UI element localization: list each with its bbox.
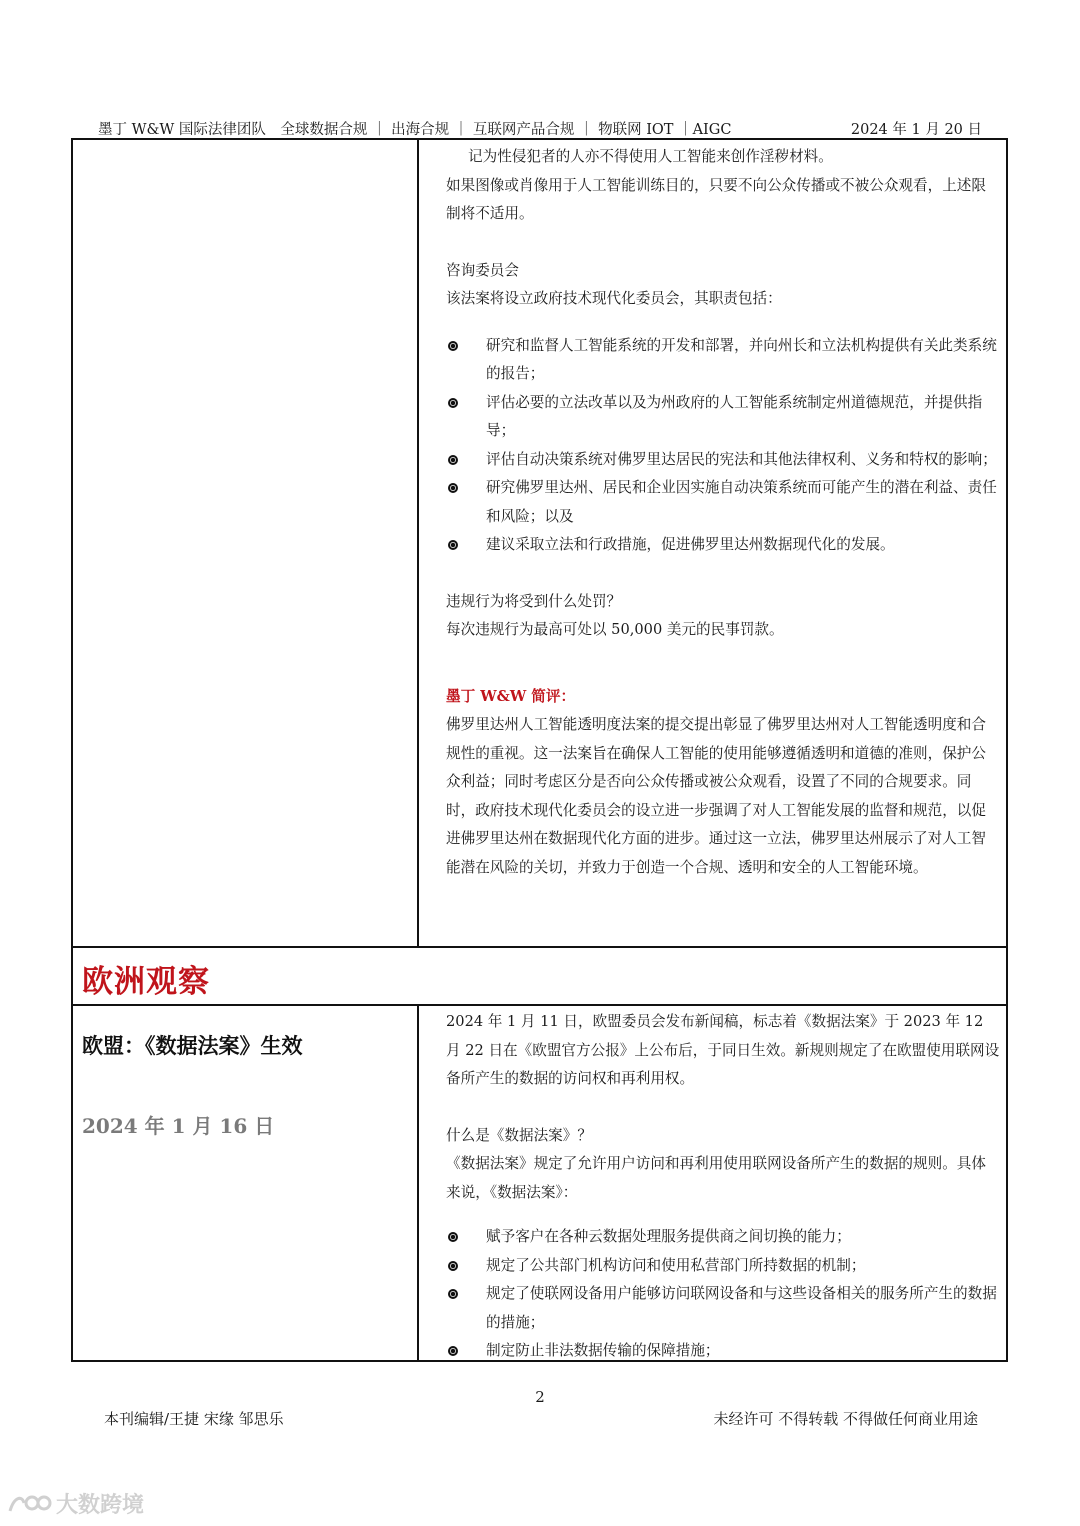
page-header [98,116,982,138]
list-item: 规定了公共部门机构访问和使用私营部门所持数据的机制； [446,1252,1000,1281]
section-title-europe: 欧洲观察 [82,964,210,1000]
penalty-text: 每次违规行为最高可处以 50,000 美元的民事罚款。 [446,621,784,638]
bullet-icon [448,1289,458,1299]
header-title: 墨丁 W&W 国际法律团队 全球数据合规 ｜ 出海合规 ｜ 互联网产品合规 ｜ 物联网 IOT ｜AIGC [98,122,732,138]
list-item: 评估自动决策系统对佛罗里达居民的宪法和其他法律权利、义务和特权的影响； [446,446,1000,475]
committee-intro: 该法案将设立政府技术现代化委员会，其职责包括： [446,290,782,307]
list-item: 规定了使联网设备用户能够访问联网设备和与这些设备相关的服务所产生的数据的措施； [446,1280,1000,1337]
header-date: 2024 年 1 月 20 日 [850,122,982,138]
table-column-divider-bottom [417,1004,419,1362]
bullet-icon [448,1232,458,1242]
list-item: 赋予客户在各种云数据处理服务提供商之间切换的能力； [446,1223,1000,1252]
europe-intro: 2024 年 1 月 11 日，欧盟委员会发布新闻稿，标志着《数据法案》于 2023 年 12 月 22 日在《欧盟官方公报》上公布后，于同日生效。新规则规定了在欧盟使用联网设备所产生的数据的访问权和再利用权。 [446,1013,1000,1087]
penalty-heading: 违规行为将受到什么处罚？ [446,592,622,610]
bullet-icon [448,398,458,408]
list-item: 评估必要的立法改革以及为州政府的人工智能系统制定州道德规范，并提供指导； [446,389,1000,446]
list-item: 制定防止非法数据传输的保障措施； [446,1337,1000,1366]
watermark-logo-icon [8,1491,52,1517]
bullet-icon [448,540,458,550]
footer-editors: 本刊编辑/王捷 宋缘 邹思乐 [104,1410,284,1428]
bullet-icon [448,1261,458,1271]
bullet-icon [448,483,458,493]
florida-content [446,143,1000,882]
data-act-heading: 什么是《数据法案》？ [446,1126,592,1144]
watermark [8,1488,144,1519]
table-column-divider-top [417,138,419,948]
list-item: 研究佛罗里达州、居民和企业因实施自动决策系统而可能产生的潜在利益、责任和风险；以及 [446,474,1000,531]
comment-text: 佛罗里达州人工智能透明度法案的提交提出彰显了佛罗里达州对人工智能透明度和合规性的重视。这一法案旨在确保人工智能的使用能够遵循透明和道德的准则，保护公众利益；同时考虑区分是否向公众传播或被公众观看，设置了不同的合规要求。同时，政府技术现代化委员会的设立进一步强调了对人工智能发展的监督和规范，以促进佛罗里达州在数据现代化方面的进步。通过这一立法，佛罗里达州展示了对人工智能潜在风险的关切，并致力于创造一个合规、透明和安全的人工智能环境。 [446,716,986,876]
committee-duties-list [446,332,1000,560]
bullet-icon [448,455,458,465]
watermark-text: 大数跨境 [56,1493,145,1518]
list-item: 建议采取立法和行政措施，促进佛罗里达州数据现代化的发展。 [446,531,1000,560]
florida-exception: 如果图像或肖像用于人工智能训练目的，只要不向公众传播或不被公众观看，上述限制将不适用。 [446,176,986,222]
data-act-provisions-list [446,1223,1000,1366]
article-title: 欧盟：《数据法案》生效 [82,1034,303,1058]
bullet-icon [448,341,458,351]
page-number: 2 [535,1388,545,1406]
florida-lead-line: 记为性侵犯者的人亦不得使用人工智能来创作淫秽材料。 [468,148,833,165]
article-date: 2024 年 1 月 16 日 [82,1114,275,1138]
comment-heading: 墨丁 W&W 简评： [446,687,576,705]
committee-heading: 咨询委员会 [446,261,519,279]
europe-content [446,1008,1000,1366]
data-act-text: 《数据法案》规定了允许用户访问和再利用使用联网设备所产生的数据的规则。具体来说，《数据法案》： [446,1155,986,1201]
list-item: 研究和监督人工智能系统的开发和部署，并向州长和立法机构提供有关此类系统的报告； [446,332,1000,389]
footer-notice: 未经许可 不得转载 不得做任何商业用途 [713,1410,978,1428]
table-row-divider-1 [71,946,1008,948]
table-row-divider-2 [71,1004,1008,1006]
bullet-icon [448,1346,458,1356]
